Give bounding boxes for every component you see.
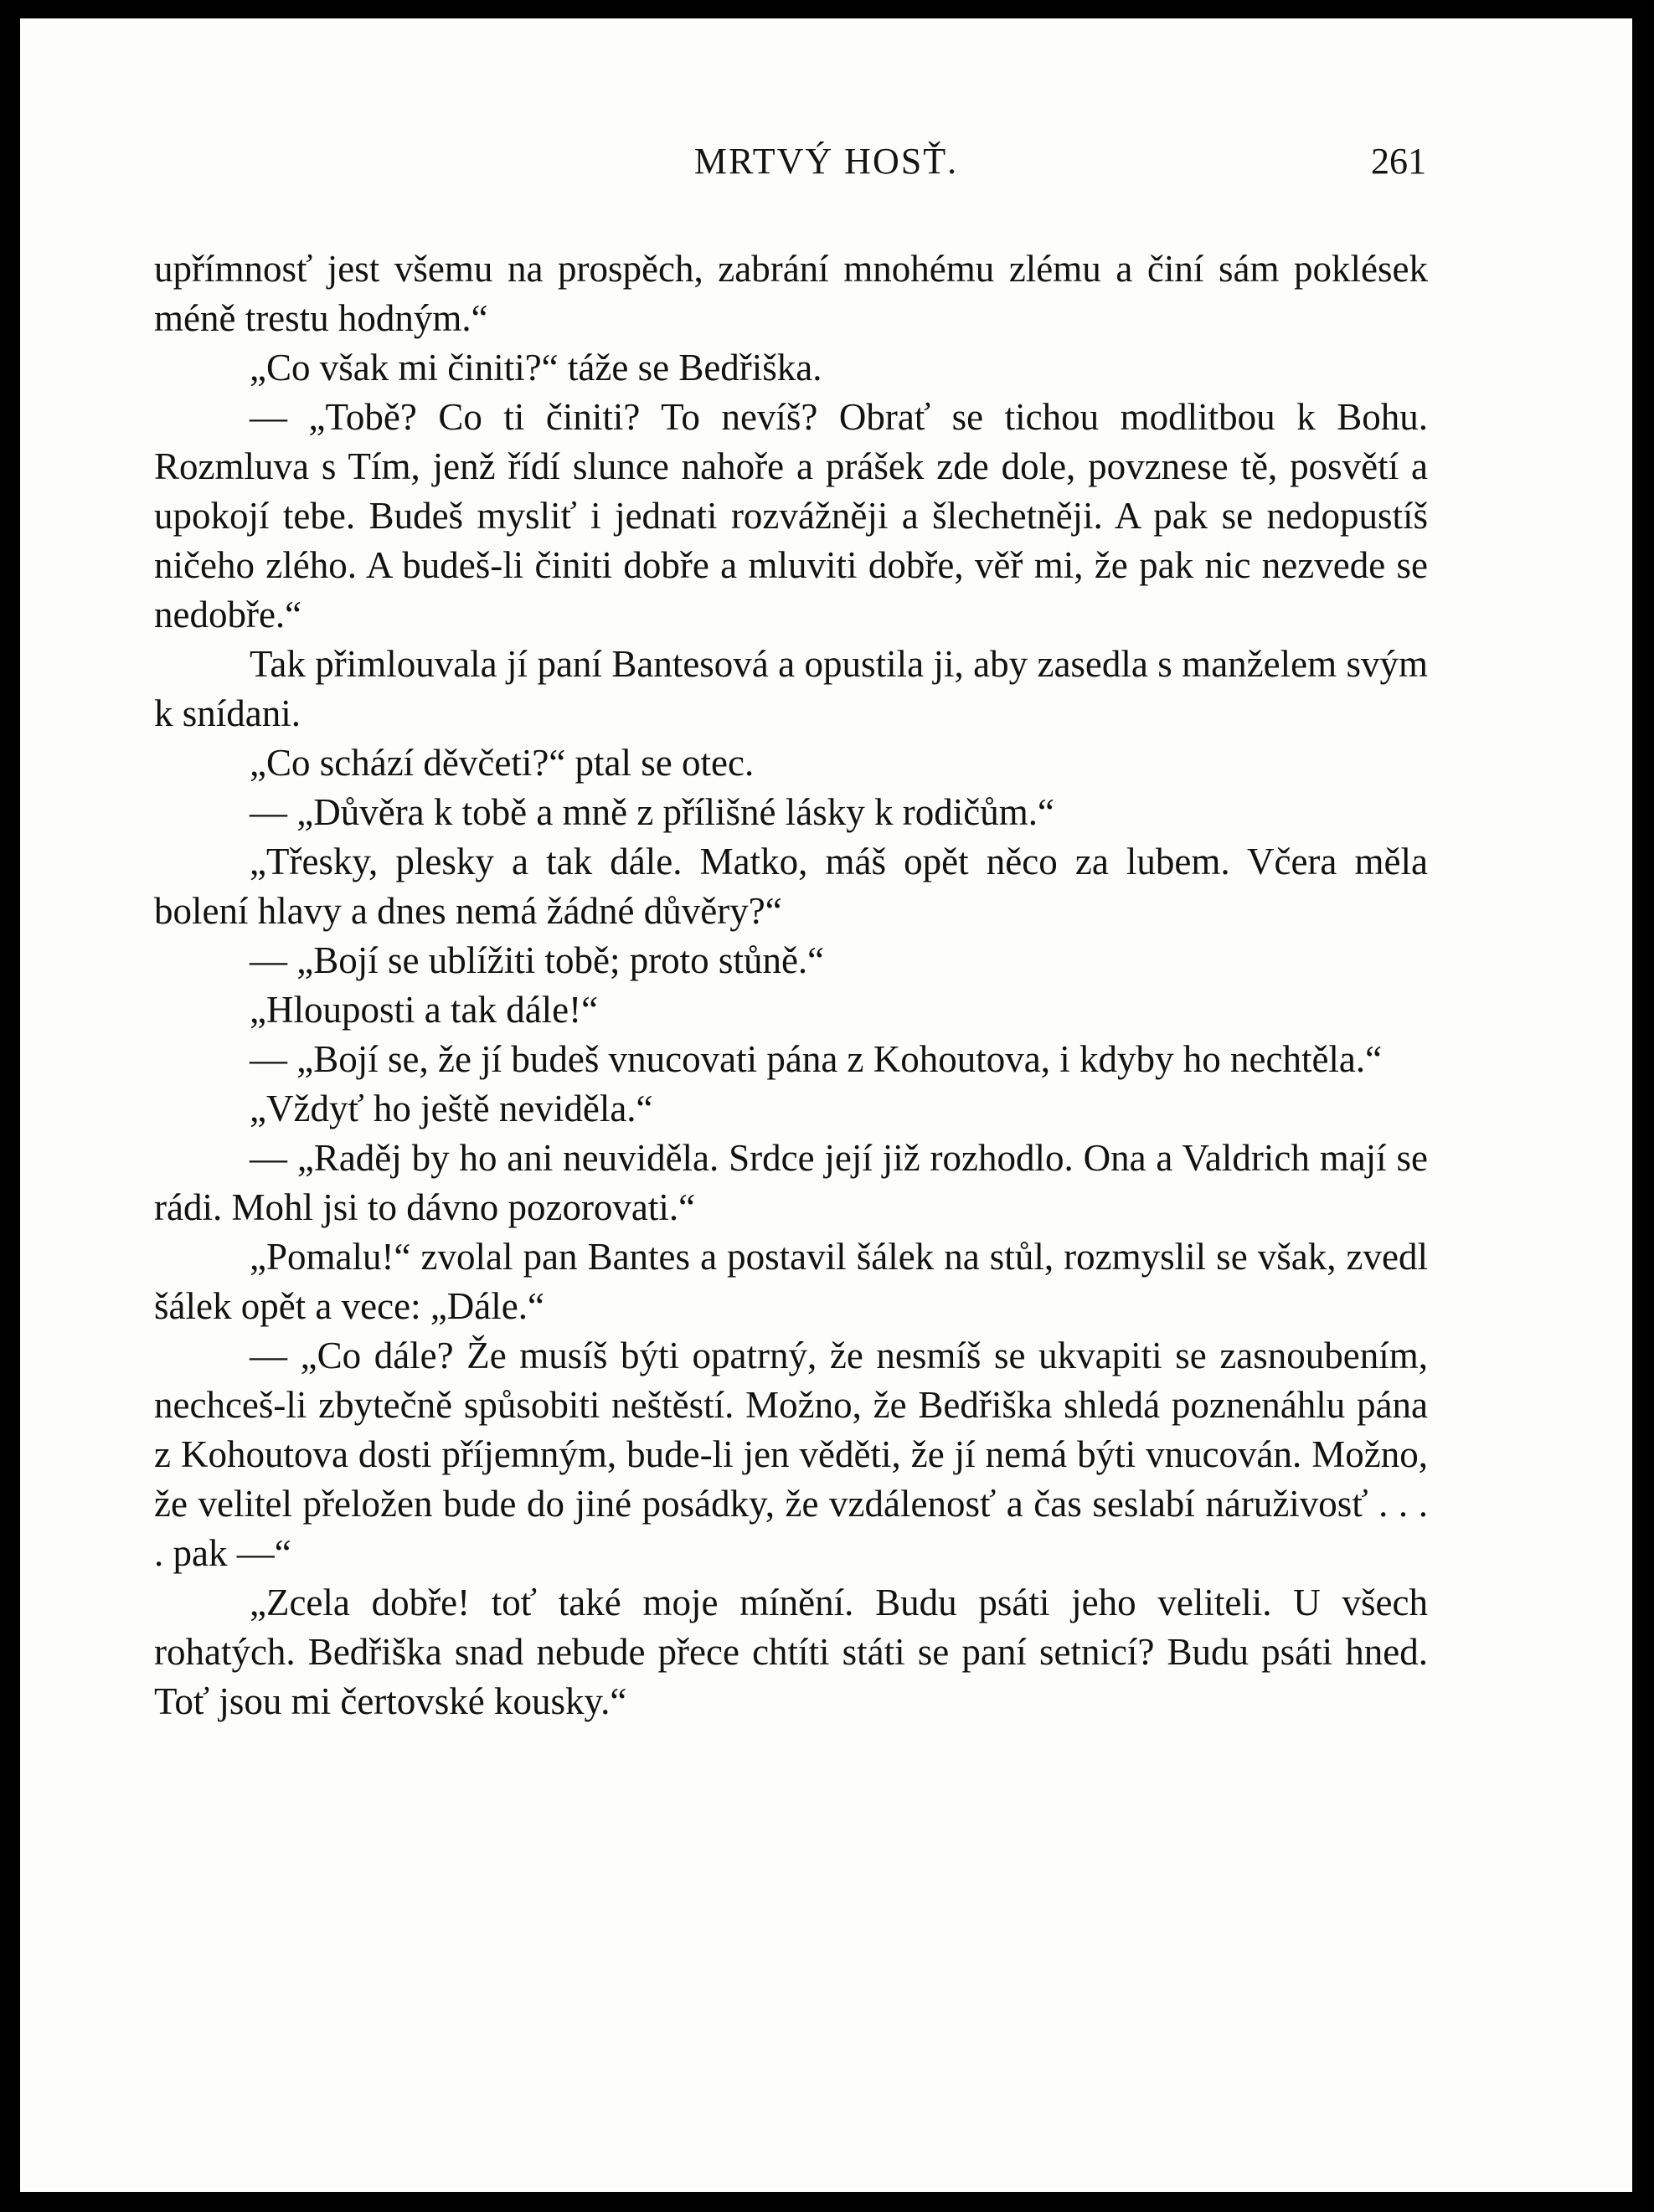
paragraph: — „Tobě? Co ti činiti? To nevíš? Obrať se tichou modlitbou k Bohu. Rozmluva s Tím, jenž řídí slunce nahoře a prášek zde dole, povznese tě, posvětí a upokojí tebe. Budeš mysliť i jednati rozvážněji a šlechetněji. A pak se nedopustíš ničeho zlého. A budeš-li činiti dobře a mluviti dobře, věř mi, že pak nic nezvede se nedobře.“ (154, 396, 1428, 635)
paragraph: „Zcela dobře! toť také moje mínění. Budu psáti jeho veliteli. U všech rohatých. Bedřiška snad nebude přece chtíti státi se paní setnicí? Budu psáti hned. Toť jsou mi čertovské kousky.“ (154, 1582, 1428, 1722)
page-header (20, 140, 1632, 198)
paragraph: „Co schází děvčeti?“ ptal se otec. (250, 742, 755, 784)
body-text (154, 244, 1428, 1726)
paragraph: „Třesky, plesky a tak dále. Matko, máš opět něco za lubem. Včera měla bolení hlavy a dnes nemá žádné důvěry?“ (154, 841, 1428, 932)
paragraph: upřímnosť jest všemu na prospěch, zabrání mnohému zlému a činí sám poklések méně trestu hodným.“ (154, 248, 1428, 339)
paragraph: — „Co dále? Že musíš býti opatrný, že nesmíš se ukvapiti se zasnoubením, nechceš-li zbytečně spůsobiti neštěstí. Možno, že Bedřiška shledá poznenáhlu pána z Kohoutova dosti příjemným, bude-li jen věděti, že jí nemá býti vnucován. Možno, že velitel přeložen bude do jiné posádky, že vzdálenosť a čas seslabí náruživosť . . . . pak —“ (154, 1335, 1428, 1574)
paragraph: — „Bojí se ublížiti tobě; proto stůně.“ (250, 939, 825, 981)
paragraph: — „Bojí se, že jí budeš vnucovati pána z Kohoutova, i kdyby ho nechtěla.“ (250, 1038, 1383, 1080)
paragraph: „Pomalu!“ zvolal pan Bantes a postavil šálek na stůl, rozmyslil se však, zvedl šálek opět a vece: „Dále.“ (154, 1236, 1428, 1327)
paragraph: — „Raděj by ho ani neuviděla. Srdce její již rozhodlo. Ona a Valdrich mají se rádi. Mohl jsi to dávno pozorovati.“ (154, 1137, 1428, 1228)
page-number: 261 (1371, 141, 1426, 182)
paragraph: „Co však mi činiti?“ táže se Bedřiška. (250, 347, 822, 388)
paragraph: „Hlouposti a tak dále!“ (250, 989, 599, 1031)
book-page (20, 18, 1632, 2192)
running-title: MRTVÝ HOSŤ. (693, 141, 959, 182)
paragraph: — „Důvěra k tobě a mně z přílišné lásky k rodičům.“ (250, 791, 1054, 833)
paragraph: „Vždyť ho ještě neviděla.“ (250, 1088, 653, 1129)
paragraph: Tak přimlouvala jí paní Bantesová a opustila ji, aby zasedla s manželem svým k snídani. (154, 643, 1428, 734)
